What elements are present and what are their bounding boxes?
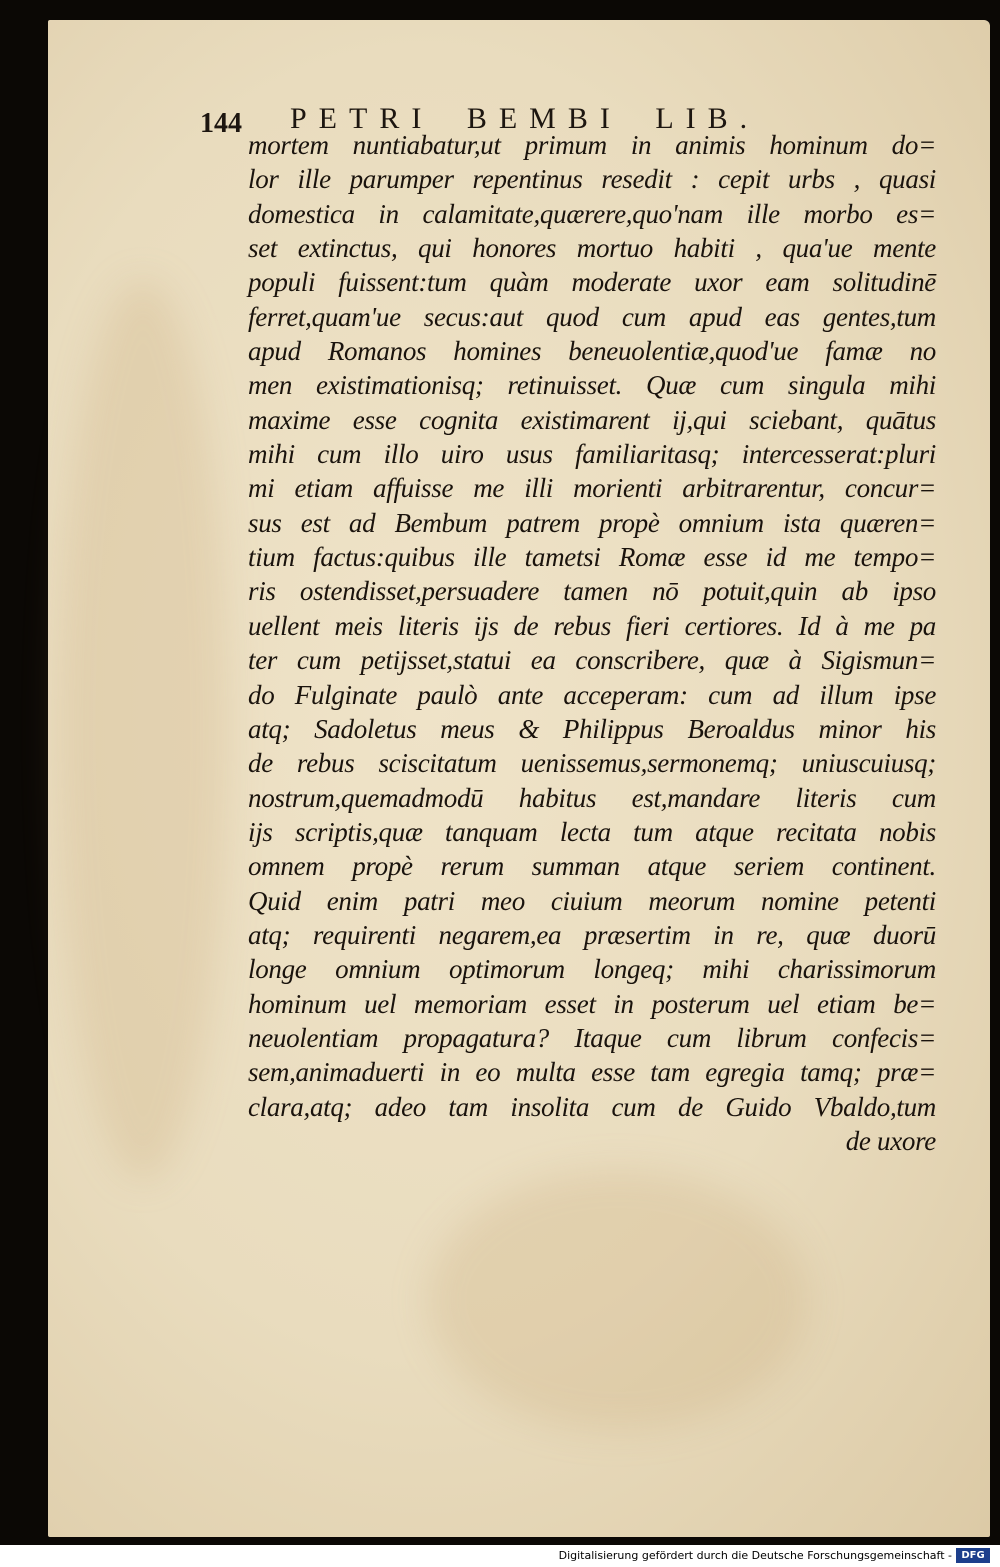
- text-line: populi fuissent:tum quàm moderate uxor eam solitudinē: [248, 267, 936, 298]
- text-line: lor ille parumper repentinus resedit : cepit urbs , quasi: [248, 164, 936, 195]
- text-line: mortem nuntiabatur,ut primum in animis hominum do=: [248, 130, 936, 160]
- body-text: [248, 128, 936, 1158]
- text-line: atq; Sadoletus meus & Philippus Beroaldus minor his: [248, 713, 936, 744]
- funding-note: Digitalisierung gefördert durch die Deutsche Forschungsgemeinschaft -: [558, 1549, 952, 1562]
- text-line: longe omnium optimorum longeq; mihi charissimorum: [248, 954, 936, 985]
- water-stain: [58, 280, 228, 1180]
- book-page: [48, 20, 990, 1537]
- text-line: domestica in calamitate,quærere,quo'nam ille morbo es=: [248, 198, 936, 229]
- text-line: mihi cum illo uiro usus familiaritasq; intercesserat:pluri: [248, 439, 936, 470]
- text-line: do Fulginate paulò ante acceperam: cum ad illum ipse: [248, 679, 936, 710]
- text-line: ris ostendisset,persuadere tamen nō potuit,quin ab ipso: [248, 576, 936, 607]
- text-line: men existimationisq; retinuisset. Quæ cum singula mihi: [248, 370, 936, 401]
- text-line: neuolentiam propagatura? Itaque cum librum confecis=: [248, 1022, 936, 1053]
- text-line: maxime esse cognita existimarent ij,qui sciebant, quātus: [248, 404, 936, 435]
- text-line: omnem propè rerum summan atque seriem continent.: [248, 851, 936, 882]
- text-line: ter cum petijsset,statui ea conscribere, quæ à Sigismun=: [248, 645, 936, 676]
- footer-bar: [0, 1545, 1000, 1567]
- running-title: PETRI BEMBI LIB.: [290, 102, 760, 135]
- text-line: uellent meis literis ijs de rebus fieri certiores. Id à me pa: [248, 610, 936, 641]
- text-line: hominum uel memoriam esset in posterum uel etiam be=: [248, 988, 936, 1019]
- text-line: de uxore: [845, 1125, 936, 1156]
- text-line: de rebus sciscitatum uenissemus,sermonemq; uniuscuiusq;: [248, 748, 936, 779]
- text-line: sem,animaduerti in eo multa esse tam egregia tamq; præ=: [248, 1057, 936, 1088]
- text-line: ferret,quam'ue secus:aut quod cum apud eas gentes,tum: [248, 301, 936, 332]
- text-line: set extinctus, qui honores mortuo habiti , qua'ue mente: [248, 233, 936, 264]
- text-line: tium factus:quibus ille tametsi Romæ esse id me tempo=: [248, 542, 936, 573]
- text-line: atq; requirenti negarem,ea præsertim in re, quæ duorū: [248, 919, 936, 950]
- text-line: nostrum,quemadmodū habitus est,mandare literis cum: [248, 782, 936, 813]
- page-number: 144: [200, 108, 242, 139]
- water-stain: [428, 1170, 808, 1430]
- text-line: clara,atq; adeo tam insolita cum de Guido Vbaldo,tum: [248, 1091, 936, 1122]
- text-line: sus est ad Bembum patrem propè omnium ista quæren=: [248, 507, 936, 538]
- text-line: apud Romanos homines beneuolentiæ,quod'ue famæ no: [248, 336, 936, 367]
- dfg-logo: DFG: [956, 1548, 990, 1563]
- text-line: mi etiam affuisse me illi morienti arbitrarentur, concur=: [248, 473, 936, 504]
- text-line: Quid enim patri meo ciuium meorum nomine petenti: [248, 885, 936, 916]
- text-line: ijs scriptis,quæ tanquam lecta tum atque recitata nobis: [248, 816, 936, 847]
